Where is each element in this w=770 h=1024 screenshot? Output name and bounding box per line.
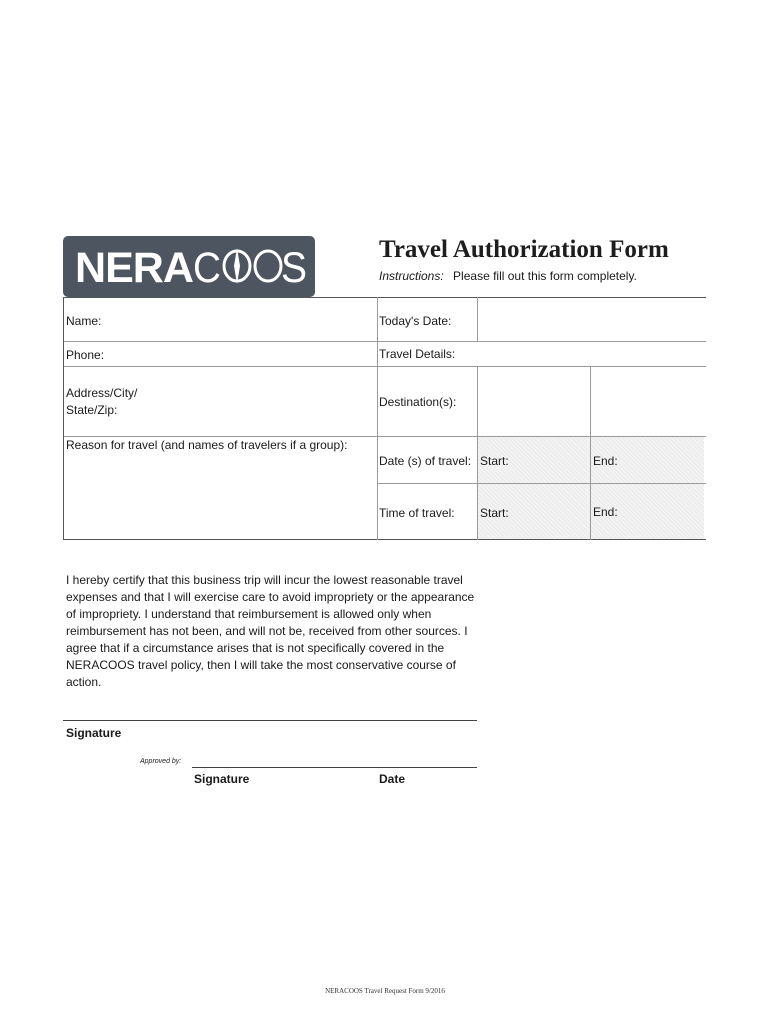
- date-label: Date: [379, 772, 406, 786]
- approved-by-label: Approved by:: [140, 758, 182, 765]
- todays-date-label: Today's Date:: [379, 314, 452, 328]
- destination-label: Destination(s):: [379, 395, 457, 409]
- name-label: Name:: [66, 314, 102, 328]
- logo-text-s: S: [281, 244, 307, 292]
- travel-details-label: Travel Details:: [379, 347, 456, 361]
- todays-date-field[interactable]: [478, 298, 705, 341]
- logo-text-nera: NERA: [75, 244, 193, 292]
- signature-line[interactable]: [63, 720, 477, 721]
- row-divider-address: [63, 436, 706, 437]
- col-divider-end: [590, 366, 591, 540]
- compass-icon: [224, 248, 281, 284]
- date-of-travel-shade: [478, 437, 704, 483]
- date-of-travel-label: Date (s) of travel:: [379, 454, 472, 468]
- address-label-line2: State/Zip:: [66, 403, 118, 417]
- neracoos-logo: [63, 236, 315, 297]
- time-of-travel-shade: [478, 484, 704, 539]
- certification-text: I hereby certify that this business trip will incur the lowest reasonable travel expenses and that I will exercise care to avoid impropriety or the appearance of impropriety. I understand that reimbursement is allowed only when reimbursement has not been, and will not be, received from other sources. I agree that if a circumstance arises that is not specifically covered in the NERACOOS travel policy, then I will take the most conservative course of action.: [66, 573, 475, 689]
- instructions: [379, 269, 637, 283]
- time-of-travel-label: Time of travel:: [379, 506, 455, 520]
- approval-line[interactable]: [192, 767, 477, 768]
- reason-field[interactable]: [64, 454, 376, 538]
- form-title: Travel Authorization Form: [379, 236, 669, 263]
- phone-label: Phone:: [66, 348, 105, 362]
- instructions-text: Please fill out this form completely.: [453, 269, 637, 283]
- date-end-label: End:: [593, 454, 618, 468]
- footer: NERACOOS Travel Request Form 9/2016: [325, 987, 445, 995]
- col-divider-main: [377, 297, 378, 540]
- time-end-label: End:: [593, 505, 618, 519]
- date-start-label: Start:: [480, 454, 509, 468]
- form-bottom-border: [63, 539, 706, 540]
- address-label-line1: Address/City/: [66, 386, 138, 400]
- row-divider-date: [377, 483, 706, 484]
- instructions-label: Instructions:: [379, 269, 444, 283]
- row-divider-name: [63, 341, 706, 342]
- row-divider-phone: [63, 366, 706, 367]
- reason-label: Reason for travel (and names of travelers if a group):: [66, 438, 348, 452]
- time-start-label: Start:: [480, 506, 509, 520]
- signature-label: Signature: [66, 726, 122, 740]
- logo-text-c: C: [193, 244, 221, 292]
- approver-signature-label: Signature: [194, 772, 250, 786]
- destination-field[interactable]: [478, 367, 589, 436]
